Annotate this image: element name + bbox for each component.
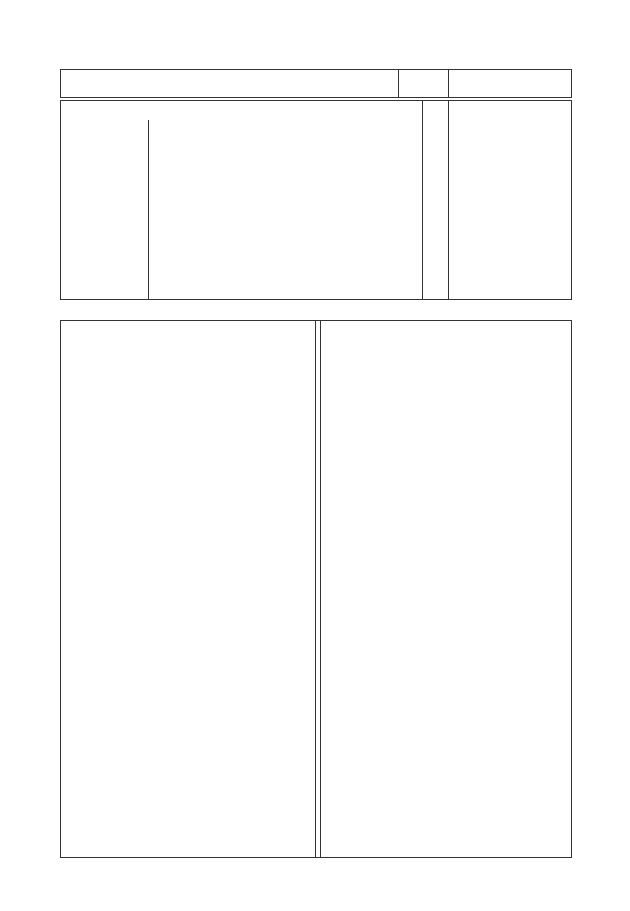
corp-name-field[interactable] — [450, 70, 570, 97]
income-summary-table — [60, 100, 572, 300]
revenue-detail-table — [60, 320, 572, 858]
